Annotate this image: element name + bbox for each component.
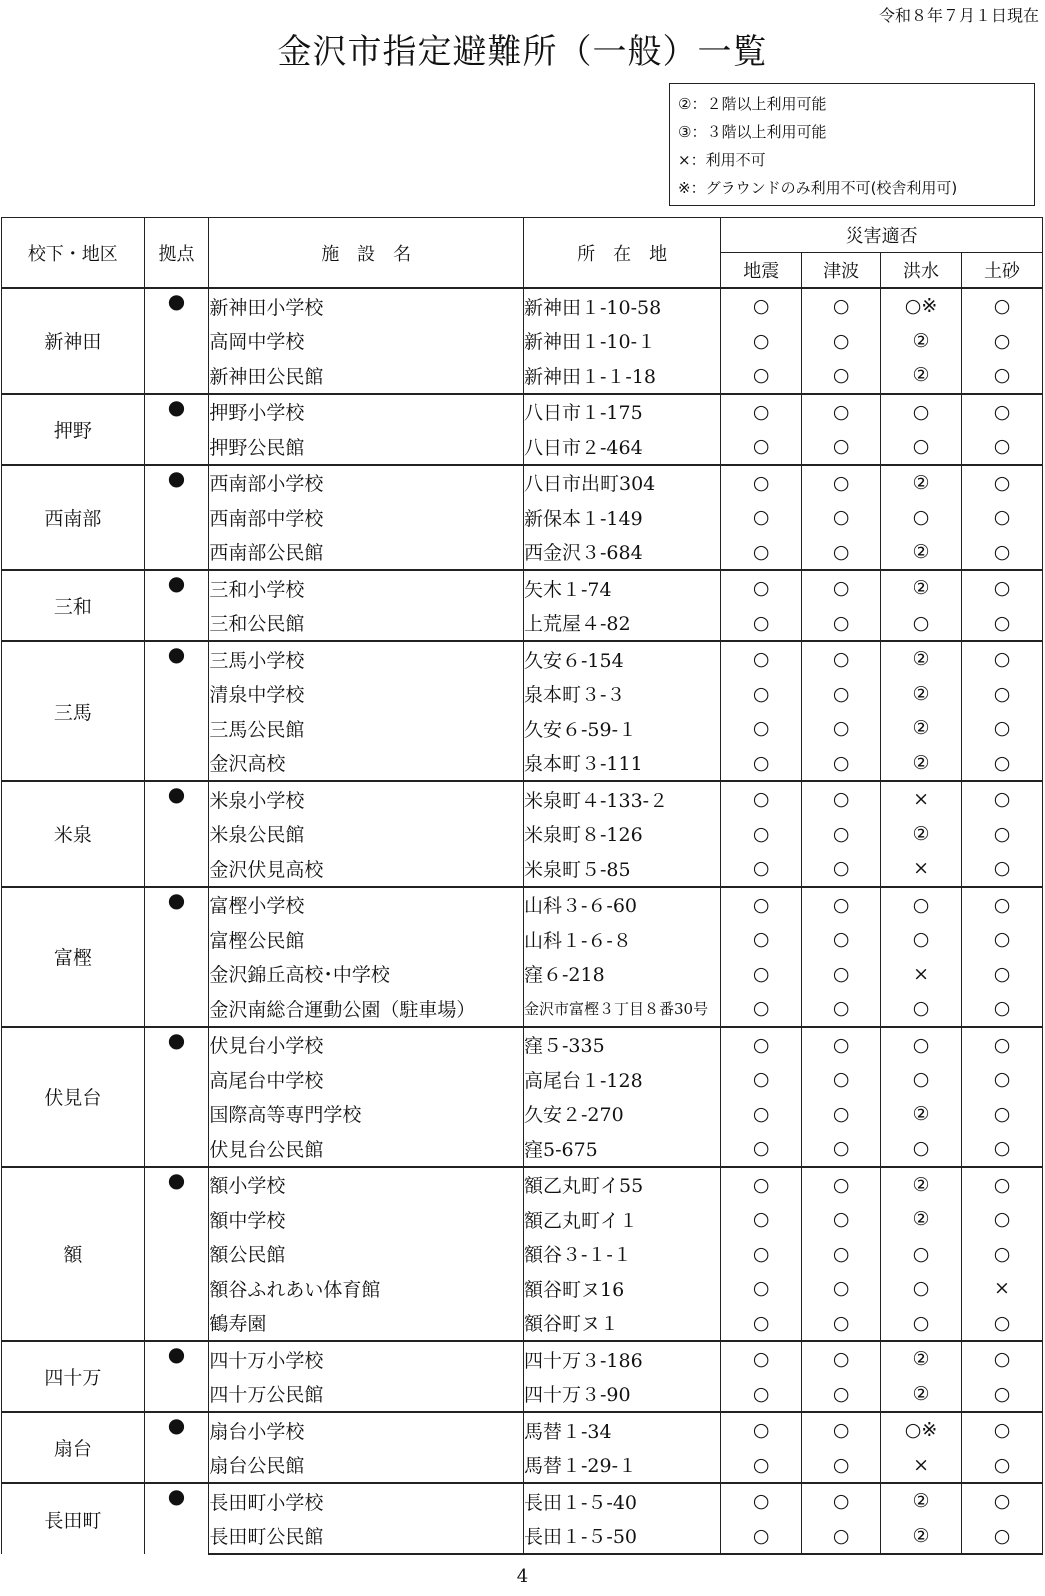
tsunami-status: ○ xyxy=(802,1306,881,1342)
tsunami-status: ○ xyxy=(802,991,881,1027)
tsunami-status: ○ xyxy=(802,1377,881,1413)
flood-status: ② xyxy=(881,1483,962,1519)
hub-marker: ● xyxy=(144,781,209,887)
table-row xyxy=(2,394,1043,430)
hub-marker: ● xyxy=(144,1167,209,1342)
landslide-status: ○ xyxy=(962,1062,1043,1097)
district-cell: 扇台 xyxy=(2,1412,145,1483)
facility-name: 富樫小学校 xyxy=(209,887,524,923)
landslide-status: ○ xyxy=(962,535,1043,571)
facility-address: 馬替１-29-１ xyxy=(524,1448,721,1484)
flood-status: ② xyxy=(881,570,962,606)
flood-status: ② xyxy=(881,1519,962,1555)
tsunami-status: ○ xyxy=(802,570,881,606)
tsunami-status: ○ xyxy=(802,1237,881,1272)
facility-address: 上荒屋４-82 xyxy=(524,606,721,642)
facility-address: 新神田１-10-58 xyxy=(524,288,721,324)
landslide-status: ○ xyxy=(962,1306,1043,1342)
hub-marker: ● xyxy=(144,570,209,641)
facility-name: 米泉公民館 xyxy=(209,817,524,852)
facility-address: 額谷町ヌ16 xyxy=(524,1271,721,1306)
facility-name: 三和小学校 xyxy=(209,570,524,606)
shelter-table-body xyxy=(2,288,1043,1554)
flood-status: × xyxy=(881,957,962,992)
landslide-status: ○ xyxy=(962,288,1043,324)
facility-address: 久安６-154 xyxy=(524,641,721,677)
landslide-status: ○ xyxy=(962,991,1043,1027)
facility-address: 八日市２-464 xyxy=(524,429,721,465)
landslide-status: ○ xyxy=(962,1412,1043,1448)
facility-name: 扇台公民館 xyxy=(209,1448,524,1484)
facility-name: 金沢南総合運動公園（駐車場） xyxy=(209,991,524,1027)
facility-name: 額中学校 xyxy=(209,1202,524,1237)
district-cell: 三馬 xyxy=(2,641,145,781)
earthquake-status: ○ xyxy=(721,1306,802,1342)
facility-address: 高尾台１-128 xyxy=(524,1062,721,1097)
landslide-status: ○ xyxy=(962,1167,1043,1203)
flood-status: ② xyxy=(881,746,962,782)
flood-status: ○ xyxy=(881,1306,962,1342)
landslide-status: × xyxy=(962,1271,1043,1306)
facility-address: 泉本町３-111 xyxy=(524,746,721,782)
facility-address: 米泉町５-85 xyxy=(524,851,721,887)
flood-status: ○ xyxy=(881,394,962,430)
facility-name: 高岡中学校 xyxy=(209,324,524,359)
tsunami-status: ○ xyxy=(802,1412,881,1448)
header-disaster: 災害適否 xyxy=(721,218,1043,253)
flood-status: ② xyxy=(881,1377,962,1413)
legend-item: ②：２階以上利用可能 xyxy=(678,95,827,113)
flood-status: ○ xyxy=(881,991,962,1027)
earthquake-status: ○ xyxy=(721,324,802,359)
earthquake-status: ○ xyxy=(721,1131,802,1167)
legend-item: ③：３階以上利用可能 xyxy=(678,123,827,141)
landslide-status: ○ xyxy=(962,887,1043,923)
flood-status: ○ xyxy=(881,1237,962,1272)
tsunami-status: ○ xyxy=(802,500,881,535)
table-row xyxy=(2,781,1043,817)
landslide-status: ○ xyxy=(962,817,1043,852)
facility-name: 清泉中学校 xyxy=(209,677,524,712)
tsunami-status: ○ xyxy=(802,677,881,712)
facility-name: 金沢錦丘高校･中学校 xyxy=(209,957,524,992)
flood-status: ② xyxy=(881,324,962,359)
flood-status: ② xyxy=(881,358,962,394)
landslide-status: ○ xyxy=(962,1483,1043,1519)
flood-status: ○ xyxy=(881,922,962,957)
earthquake-status: ○ xyxy=(721,1027,802,1063)
page-title: 金沢市指定避難所（一般）一覧 xyxy=(277,32,768,72)
earthquake-status: ○ xyxy=(721,991,802,1027)
tsunami-status: ○ xyxy=(802,711,881,746)
facility-name: 押野公民館 xyxy=(209,429,524,465)
earthquake-status: ○ xyxy=(721,1062,802,1097)
earthquake-status: ○ xyxy=(721,500,802,535)
earthquake-status: ○ xyxy=(721,677,802,712)
flood-status: ○※ xyxy=(881,288,962,324)
facility-address: 額谷３-１-１ xyxy=(524,1237,721,1272)
landslide-status: ○ xyxy=(962,1341,1043,1377)
tsunami-status: ○ xyxy=(802,1483,881,1519)
table-row xyxy=(2,1412,1043,1448)
flood-status: ○ xyxy=(881,500,962,535)
facility-address: 矢木１-74 xyxy=(524,570,721,606)
landslide-status: ○ xyxy=(962,781,1043,817)
hub-marker: ● xyxy=(144,641,209,781)
landslide-status: ○ xyxy=(962,324,1043,359)
header-tsunami: 津波 xyxy=(802,253,881,289)
tsunami-status: ○ xyxy=(802,781,881,817)
landslide-status: ○ xyxy=(962,606,1043,642)
landslide-status: ○ xyxy=(962,1131,1043,1167)
facility-address: 西金沢３-684 xyxy=(524,535,721,571)
landslide-status: ○ xyxy=(962,358,1043,394)
legend-item: ※：グラウンドのみ利用不可(校舎利用可) xyxy=(678,179,958,197)
shelter-table xyxy=(1,217,1043,1555)
flood-status: ② xyxy=(881,1202,962,1237)
earthquake-status: ○ xyxy=(721,1097,802,1132)
facility-name: 額小学校 xyxy=(209,1167,524,1203)
facility-address: 額乙丸町イ１ xyxy=(524,1202,721,1237)
landslide-status: ○ xyxy=(962,1202,1043,1237)
tsunami-status: ○ xyxy=(802,887,881,923)
landslide-status: ○ xyxy=(962,1237,1043,1272)
facility-address: 久安２-270 xyxy=(524,1097,721,1132)
earthquake-status: ○ xyxy=(721,781,802,817)
tsunami-status: ○ xyxy=(802,1097,881,1132)
facility-name: 三馬小学校 xyxy=(209,641,524,677)
table-row xyxy=(2,465,1043,501)
page-number: 4 xyxy=(516,1566,529,1587)
earthquake-status: ○ xyxy=(721,1412,802,1448)
facility-name: 西南部中学校 xyxy=(209,500,524,535)
flood-status: ○ xyxy=(881,1027,962,1063)
tsunami-status: ○ xyxy=(802,394,881,430)
flood-status: ② xyxy=(881,1167,962,1203)
earthquake-status: ○ xyxy=(721,817,802,852)
header-earthquake: 地震 xyxy=(721,253,802,289)
facility-address: 窪5-675 xyxy=(524,1131,721,1167)
earthquake-status: ○ xyxy=(721,1202,802,1237)
earthquake-status: ○ xyxy=(721,358,802,394)
flood-status: ② xyxy=(881,677,962,712)
earthquake-status: ○ xyxy=(721,641,802,677)
earthquake-status: ○ xyxy=(721,570,802,606)
facility-name: 新神田公民館 xyxy=(209,358,524,394)
tsunami-status: ○ xyxy=(802,817,881,852)
facility-address: 窪５-335 xyxy=(524,1027,721,1063)
header-hub: 拠点 xyxy=(144,218,209,289)
earthquake-status: ○ xyxy=(721,1483,802,1519)
district-cell: 四十万 xyxy=(2,1341,145,1412)
tsunami-status: ○ xyxy=(802,465,881,501)
header-facility: 施 設 名 xyxy=(209,218,524,289)
earthquake-status: ○ xyxy=(721,1519,802,1555)
flood-status: × xyxy=(881,1448,962,1484)
facility-address: 新保本１-149 xyxy=(524,500,721,535)
table-row xyxy=(2,887,1043,923)
hub-marker: ● xyxy=(144,1412,209,1483)
table-row xyxy=(2,1483,1043,1519)
facility-name: 扇台小学校 xyxy=(209,1412,524,1448)
earthquake-status: ○ xyxy=(721,711,802,746)
district-cell: 額 xyxy=(2,1167,145,1342)
flood-status: ② xyxy=(881,535,962,571)
tsunami-status: ○ xyxy=(802,1271,881,1306)
tsunami-status: ○ xyxy=(802,957,881,992)
facility-name: 金沢伏見高校 xyxy=(209,851,524,887)
earthquake-status: ○ xyxy=(721,465,802,501)
tsunami-status: ○ xyxy=(802,429,881,465)
landslide-status: ○ xyxy=(962,570,1043,606)
legend-box xyxy=(669,83,1035,206)
earthquake-status: ○ xyxy=(721,922,802,957)
tsunami-status: ○ xyxy=(802,641,881,677)
facility-name: 西南部公民館 xyxy=(209,535,524,571)
landslide-status: ○ xyxy=(962,1027,1043,1063)
tsunami-status: ○ xyxy=(802,324,881,359)
flood-status: ② xyxy=(881,1097,962,1132)
facility-name: 三馬公民館 xyxy=(209,711,524,746)
facility-name: 押野小学校 xyxy=(209,394,524,430)
flood-status: ○ xyxy=(881,429,962,465)
facility-name: 伏見台小学校 xyxy=(209,1027,524,1063)
district-cell: 押野 xyxy=(2,394,145,465)
facility-name: 三和公民館 xyxy=(209,606,524,642)
earthquake-status: ○ xyxy=(721,1341,802,1377)
tsunami-status: ○ xyxy=(802,1519,881,1555)
facility-address: 馬替１-34 xyxy=(524,1412,721,1448)
district-cell: 西南部 xyxy=(2,465,145,571)
landslide-status: ○ xyxy=(962,711,1043,746)
district-cell: 富樫 xyxy=(2,887,145,1027)
facility-address: 泉本町３-３ xyxy=(524,677,721,712)
earthquake-status: ○ xyxy=(721,429,802,465)
tsunami-status: ○ xyxy=(802,1448,881,1484)
table-row xyxy=(2,1341,1043,1377)
tsunami-status: ○ xyxy=(802,288,881,324)
facility-address: 八日市１-175 xyxy=(524,394,721,430)
facility-address: 米泉町４-133-２ xyxy=(524,781,721,817)
earthquake-status: ○ xyxy=(721,1167,802,1203)
facility-address: 額乙丸町イ55 xyxy=(524,1167,721,1203)
tsunami-status: ○ xyxy=(802,358,881,394)
district-cell: 三和 xyxy=(2,570,145,641)
facility-name: 鶴寿園 xyxy=(209,1306,524,1342)
facility-name: 伏見台公民館 xyxy=(209,1131,524,1167)
hub-marker: ● xyxy=(144,1027,209,1167)
facility-address: 窪６-218 xyxy=(524,957,721,992)
tsunami-status: ○ xyxy=(802,1341,881,1377)
facility-address: 山科１-６-８ xyxy=(524,922,721,957)
flood-status: ○ xyxy=(881,606,962,642)
header-address: 所 在 地 xyxy=(524,218,721,289)
table-row xyxy=(2,570,1043,606)
flood-status: ② xyxy=(881,817,962,852)
facility-name: 新神田小学校 xyxy=(209,288,524,324)
earthquake-status: ○ xyxy=(721,1377,802,1413)
flood-status: ○ xyxy=(881,1271,962,1306)
hub-marker: ● xyxy=(144,1483,209,1554)
landslide-status: ○ xyxy=(962,922,1043,957)
landslide-status: ○ xyxy=(962,677,1043,712)
facility-address: 長田１-５-50 xyxy=(524,1519,721,1555)
earthquake-status: ○ xyxy=(721,1271,802,1306)
earthquake-status: ○ xyxy=(721,606,802,642)
district-cell: 伏見台 xyxy=(2,1027,145,1167)
flood-status: ② xyxy=(881,1341,962,1377)
earthquake-status: ○ xyxy=(721,1237,802,1272)
earthquake-status: ○ xyxy=(721,394,802,430)
landslide-status: ○ xyxy=(962,746,1043,782)
facility-address: 米泉町８-126 xyxy=(524,817,721,852)
facility-name: 西南部小学校 xyxy=(209,465,524,501)
facility-address: 新神田１-１-18 xyxy=(524,358,721,394)
flood-status: ② xyxy=(881,711,962,746)
landslide-status: ○ xyxy=(962,641,1043,677)
landslide-status: ○ xyxy=(962,394,1043,430)
facility-name: 四十万公民館 xyxy=(209,1377,524,1413)
flood-status: × xyxy=(881,851,962,887)
landslide-status: ○ xyxy=(962,1097,1043,1132)
hub-marker: ● xyxy=(144,465,209,571)
flood-status: ○ xyxy=(881,1131,962,1167)
tsunami-status: ○ xyxy=(802,1202,881,1237)
facility-address: 山科３-６-60 xyxy=(524,887,721,923)
facility-address: 久安６-59-１ xyxy=(524,711,721,746)
facility-address: 金沢市富樫３丁目８番30号 xyxy=(524,991,721,1027)
facility-name: 国際高等専門学校 xyxy=(209,1097,524,1132)
landslide-status: ○ xyxy=(962,1519,1043,1555)
facility-address: 額谷町ヌ１ xyxy=(524,1306,721,1342)
tsunami-status: ○ xyxy=(802,1062,881,1097)
hub-marker: ● xyxy=(144,288,209,394)
earthquake-status: ○ xyxy=(721,288,802,324)
table-row xyxy=(2,1167,1043,1203)
landslide-status: ○ xyxy=(962,851,1043,887)
facility-name: 額公民館 xyxy=(209,1237,524,1272)
tsunami-status: ○ xyxy=(802,535,881,571)
landslide-status: ○ xyxy=(962,957,1043,992)
earthquake-status: ○ xyxy=(721,535,802,571)
earthquake-status: ○ xyxy=(721,887,802,923)
facility-name: 高尾台中学校 xyxy=(209,1062,524,1097)
district-cell: 米泉 xyxy=(2,781,145,887)
hub-marker: ● xyxy=(144,1341,209,1412)
landslide-status: ○ xyxy=(962,465,1043,501)
header-flood: 洪水 xyxy=(881,253,962,289)
district-cell: 長田町 xyxy=(2,1483,145,1554)
district-cell: 新神田 xyxy=(2,288,145,394)
tsunami-status: ○ xyxy=(802,1131,881,1167)
hub-marker: ● xyxy=(144,887,209,1027)
facility-name: 金沢高校 xyxy=(209,746,524,782)
legend-item: ×：利用不可 xyxy=(678,151,766,169)
header-district: 校下・地区 xyxy=(2,218,145,289)
facility-address: 新神田１-10-１ xyxy=(524,324,721,359)
as-of-date: 令和８年７月１日現在 xyxy=(878,6,1039,25)
tsunami-status: ○ xyxy=(802,851,881,887)
earthquake-status: ○ xyxy=(721,1448,802,1484)
tsunami-status: ○ xyxy=(802,922,881,957)
landslide-status: ○ xyxy=(962,500,1043,535)
flood-status: ② xyxy=(881,641,962,677)
facility-name: 富樫公民館 xyxy=(209,922,524,957)
tsunami-status: ○ xyxy=(802,1167,881,1203)
earthquake-status: ○ xyxy=(721,746,802,782)
facility-name: 四十万小学校 xyxy=(209,1341,524,1377)
tsunami-status: ○ xyxy=(802,606,881,642)
flood-status: ○※ xyxy=(881,1412,962,1448)
facility-address: 八日市出町304 xyxy=(524,465,721,501)
header-landslide: 土砂 xyxy=(962,253,1043,289)
facility-name: 額谷ふれあい体育館 xyxy=(209,1271,524,1306)
table-row xyxy=(2,641,1043,677)
flood-status: × xyxy=(881,781,962,817)
earthquake-status: ○ xyxy=(721,957,802,992)
facility-name: 長田町小学校 xyxy=(209,1483,524,1519)
landslide-status: ○ xyxy=(962,1448,1043,1484)
table-row xyxy=(2,1027,1043,1063)
flood-status: ○ xyxy=(881,887,962,923)
table-row xyxy=(2,288,1043,324)
facility-name: 米泉小学校 xyxy=(209,781,524,817)
flood-status: ② xyxy=(881,465,962,501)
tsunami-status: ○ xyxy=(802,1027,881,1063)
earthquake-status: ○ xyxy=(721,851,802,887)
facility-address: 四十万３-186 xyxy=(524,1341,721,1377)
flood-status: ○ xyxy=(881,1062,962,1097)
hub-marker: ● xyxy=(144,394,209,465)
facility-address: 長田１-５-40 xyxy=(524,1483,721,1519)
landslide-status: ○ xyxy=(962,429,1043,465)
landslide-status: ○ xyxy=(962,1377,1043,1413)
facility-address: 四十万３-90 xyxy=(524,1377,721,1413)
tsunami-status: ○ xyxy=(802,746,881,782)
facility-name: 長田町公民館 xyxy=(209,1519,524,1555)
